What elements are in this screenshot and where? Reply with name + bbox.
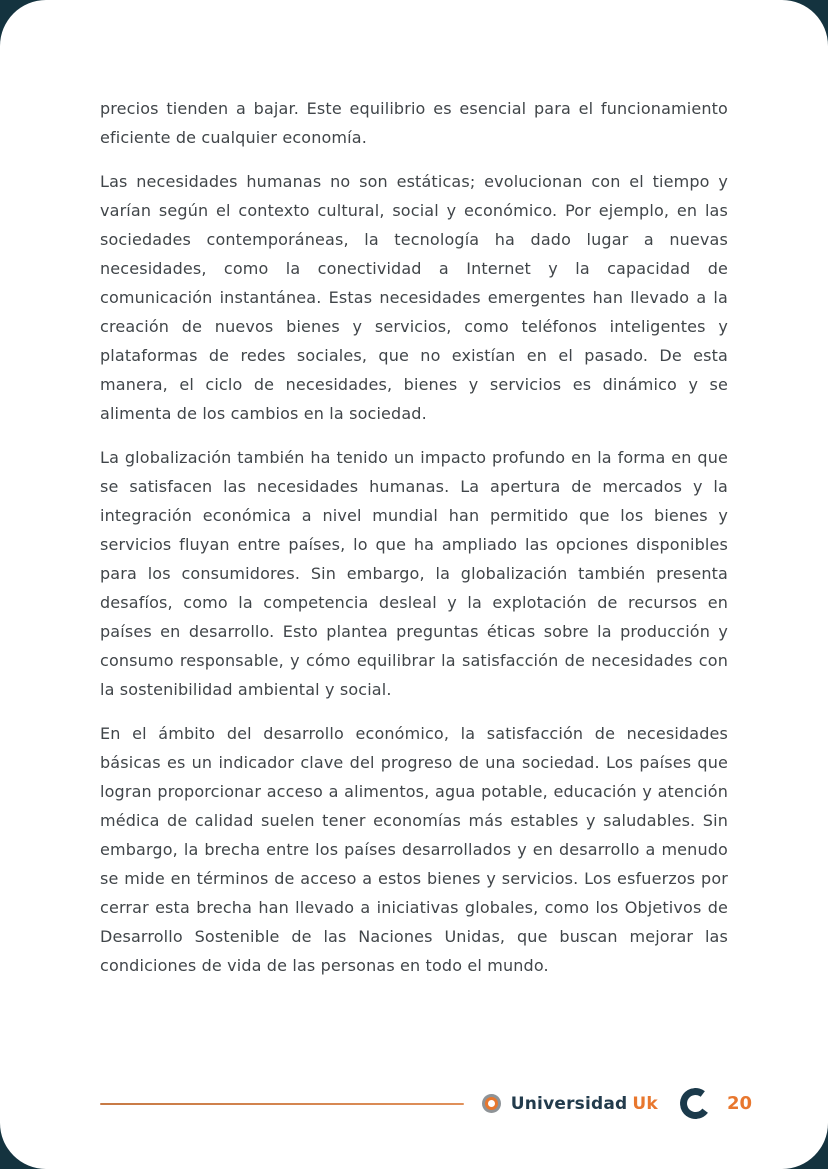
target-logo-icon [482, 1094, 501, 1113]
page-footer [100, 1088, 752, 1119]
target-logo-icon-center [485, 1097, 498, 1110]
paragraph: La globalización también ha tenido un impacto profundo en la forma en que se satisfacen las necesidades humanas. La apertura de mercados y la integración económica a nivel mundial han permitido que los bienes y servicios fluyan entre países, lo que ha ampliado las opciones disponibles para los consumidores. Sin embargo, la globalización también presenta desafíos, como la competencia desleal y la explotación de recursos en países en desarrollo. Esto plantea preguntas éticas sobre la producción y consumo responsable, y cómo equilibrar la satisfacción de necesidades con la sostenibilidad ambiental y social. [100, 448, 728, 699]
page-body-text [100, 94, 728, 995]
brand-suffix: Uk [632, 1093, 658, 1114]
brand-text [511, 1094, 658, 1114]
page-number: 20 [726, 1093, 752, 1114]
footer-divider [100, 1103, 464, 1105]
paragraph: precios tienden a bajar. Este equilibrio es esencial para el funcionamiento eficiente de cualquier economía. [100, 99, 728, 147]
crescent-icon [678, 1086, 713, 1121]
paragraph: Las necesidades humanas no son estáticas; evolucionan con el tiempo y varían según el contexto cultural, social y económico. Por ejemplo, en las sociedades contemporáneas, la tecnología ha dado lugar a nuevas necesidades, como la conectividad a Internet y la capacidad de comunicación instantánea. Estas necesidades emergentes han llevado a la creación de nuevos bienes y servicios, como teléfonos inteligentes y plataformas de redes sociales, que no existían en el pasado. De esta manera, el ciclo de necesidades, bienes y servicios es dinámico y se alimenta de los cambios en la sociedad. [100, 172, 728, 423]
paragraph: En el ámbito del desarrollo económico, la satisfacción de necesidades básicas es un indicador clave del progreso de una sociedad. Los países que logran proporcionar acceso a alimentos, agua potable, educación y atención médica de calidad suelen tener economías más estables y saludables. Sin embargo, la brecha entre los países desarrollados y en desarrollo a menudo se mide en términos de acceso a estos bienes y servicios. Los esfuerzos por cerrar esta brecha han llevado a iniciativas globales, como los Objetivos de Desarrollo Sostenible de las Naciones Unidas, que buscan mejorar las condiciones de vida de las personas en todo el mundo. [100, 724, 728, 975]
brand-name: Universidad [510, 1093, 628, 1114]
